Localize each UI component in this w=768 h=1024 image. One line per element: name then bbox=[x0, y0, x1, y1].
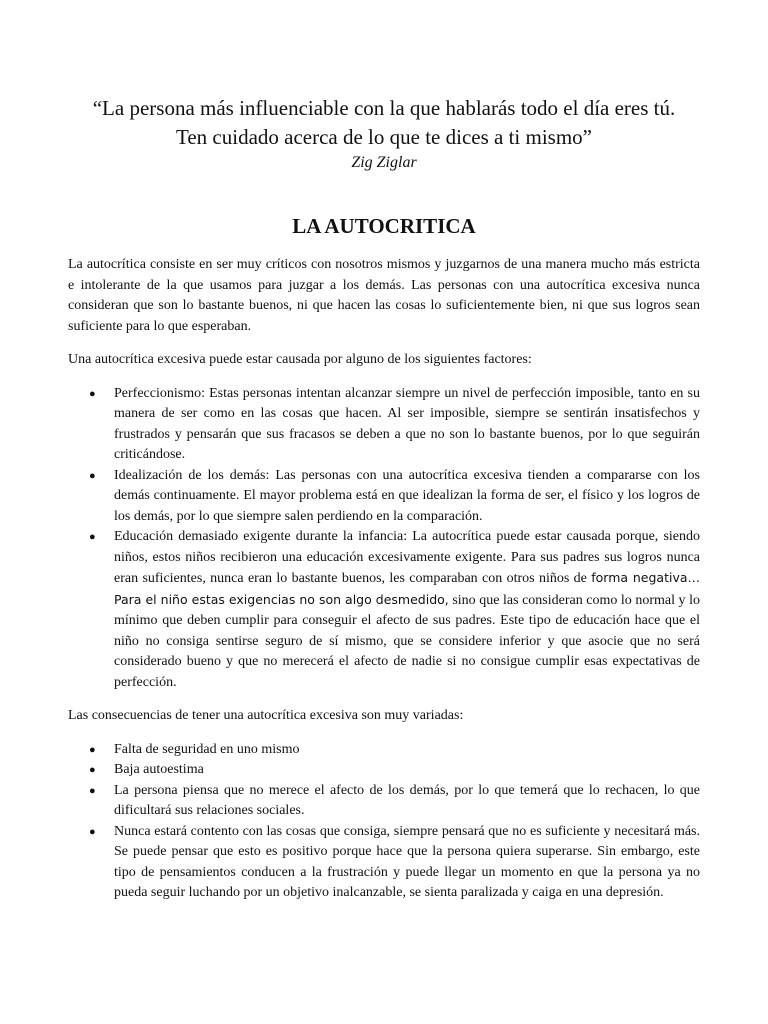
list-item-text: Baja autoestima bbox=[114, 762, 204, 777]
list-item-text: Nunca estará contento con las cosas que consiga, siempre pensará que no es suficiente y necesitará más. Se puede pensar que esto es positivo porque hace que la persona quiera superarse. Sin embargo, este tipo de pensamientos conducen a la frustración y puede llegar un momento en que la persona ya no pueda seguir luchando por un objetivo inalcanzable, se sienta paralizada y caiga en una depresión. bbox=[114, 823, 700, 900]
list-item-text bbox=[114, 529, 700, 690]
consequences-intro-paragraph: Las consecuencias de tener una autocrítica excesiva son muy variadas: bbox=[68, 708, 464, 723]
list-item-text: Falta de seguridad en uno mismo bbox=[114, 741, 300, 757]
bullet-icon: ● bbox=[89, 784, 96, 797]
document-body bbox=[68, 255, 700, 917]
list-item-text: Idealización de los demás: Las personas con una autocrítica excesiva tienden a compararse con los demás continuamente. El mayor problema está en que idealizan la forma de ser, el físico y los logros de los demás, por lo que siempre salen perdiendo en la comparación. bbox=[114, 467, 700, 524]
document-title: LA AUTOCRITICA bbox=[292, 214, 476, 238]
quote-line-2: Ten cuidado acerca de lo que te dices a ti mismo” bbox=[175, 125, 593, 149]
list-item bbox=[89, 527, 701, 693]
bullet-icon: ● bbox=[89, 469, 96, 482]
list-item-text: La persona piensa que no merece el afecto de los demás, por lo que temerá que lo rechacen, lo que dificultará sus relaciones sociales. bbox=[114, 782, 700, 818]
list-item bbox=[89, 740, 700, 761]
list-item bbox=[89, 822, 700, 904]
list-item bbox=[89, 466, 700, 528]
bullet-icon: ● bbox=[89, 387, 96, 400]
bullet-icon: ● bbox=[89, 531, 96, 543]
consequences-list bbox=[68, 740, 700, 904]
list-item-text-part: Educación demasiado exigente durante la infancia: La autocrítica puede estar causada porque, siendo niños, estos niños recibieron una educación excesivamente exigente. Para sus padres sus logros nunca eran suficientes, nunca eran lo bastante buenos, les comparaban con otros niños de bbox=[114, 529, 700, 586]
intro-paragraph: La autocrítica consiste en ser muy críticos con nosotros mismos y juzgarnos de una manera mucho más estricta e intolerante de la que usamos para juzgar a los demás. Las personas con una autocrítica excesiva nunca consideran que son lo bastante buenos, ni que hacen las cosas lo suficientemente bien, ni que sus logros sean suficiente para lo que esperaban. bbox=[68, 257, 700, 334]
factors-intro-paragraph: Una autocrítica excesiva puede estar causada por alguno de los siguientes factores: bbox=[68, 352, 532, 367]
list-item-text: Perfeccionismo: Estas personas intentan alcanzar siempre un nivel de perfección imposible, tanto en su manera de ser como en las cosas que hacen. Al ser imposible, siempre se sentirán insatisfechos y frustrados y pensarán que sus fracasos se deben a que no son lo bastante buenos, por lo que seguirán criticándose. bbox=[114, 385, 700, 462]
bullet-icon: ● bbox=[89, 743, 96, 756]
list-item bbox=[89, 384, 700, 466]
list-item bbox=[89, 760, 700, 781]
list-item-text-part: sino que las consideran como lo normal y lo mínimo que deben cumplir para conseguir el afecto de sus padres. Este tipo de educación hace que el niño no consiga sentirse seguro de sí mismo, que se considere inferior y que asocie que no será considerado bueno y que no merecerá el afecto de nadie si no consigue cumplir esas expectativas de perfección. bbox=[114, 592, 700, 690]
bullet-icon: ● bbox=[89, 825, 96, 838]
epigraph-quote bbox=[40, 94, 728, 174]
quote-author: Zig Ziglar bbox=[351, 154, 417, 171]
factors-list bbox=[68, 384, 700, 694]
quote-line-1: “La persona más influenciable con la que hablarás todo el día eres tú. bbox=[92, 96, 676, 120]
list-item bbox=[89, 781, 700, 822]
list-item-text-alt-font: forma negativa… Para el niño estas exigencias no son algo desmedido, bbox=[114, 570, 701, 607]
bullet-icon: ● bbox=[89, 764, 96, 776]
